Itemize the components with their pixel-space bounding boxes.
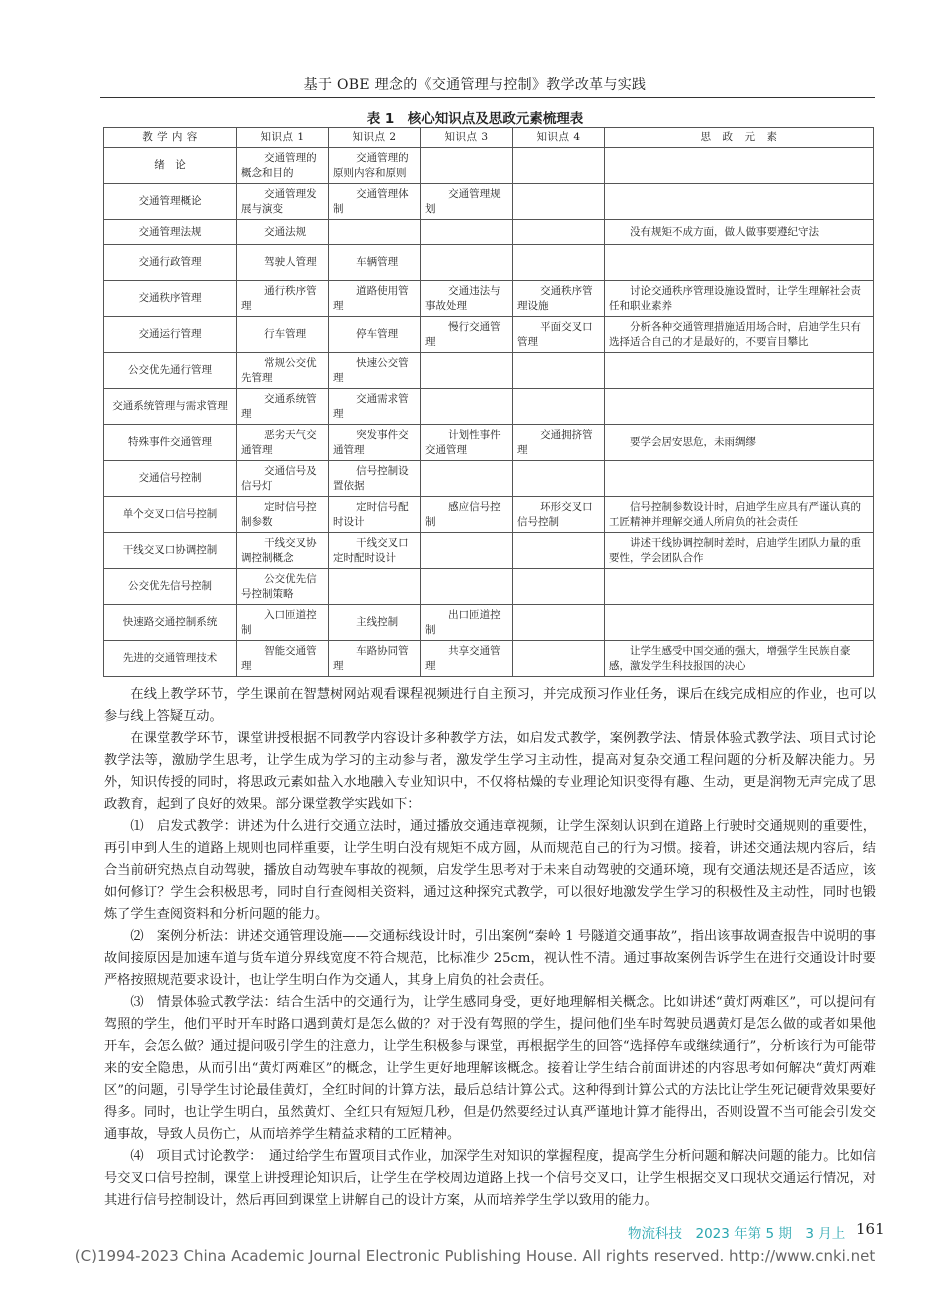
table-cell-k3: 交通违法与事故处理 bbox=[421, 281, 513, 317]
table-cell-k1: 通行秩序管理 bbox=[237, 281, 329, 317]
table-row bbox=[104, 281, 874, 317]
table-cell-k3 bbox=[421, 533, 513, 569]
table-cell-k1: 交通信号及信号灯 bbox=[237, 461, 329, 497]
column-header: 知识点 2 bbox=[329, 128, 421, 148]
body-paragraph: ⑶ 情景体验式教学法：结合生活中的交通行为，让学生感同身受，更好地理解相关概念。比如讲述“黄灯两难区”，可以提问有驾照的学生，他们平时开车时路口遇到黄灯是怎么做的？对于没有驾照的学生，提问他们坐车时驾驶员遇黄灯是怎么做的或者如果他开车，会怎么做？通过提问吸引学生的注意力，让学生积极参与课堂，再根据学生的回答“选择停车或继续通行”，分析该行为可能带来的安全隐患，从而引出“黄灯两难区”的概念，让学生更好地理解该概念。接着让学生结合前面讲述的内容思考如何解决“黄灯两难区”的问题，引导学生讨论最佳黄灯，全红时间的计算方法，最后总结计算公式。这种得到计算公式的方法比让学生死记硬背效果要好得多。同时，也让学生明白，虽然黄灯、全红只有短短几秒，但是仍然要经过认真严谨地计算才能得出，否则设置不当可能会引发交通事故，导致人员伤亡，从而培养学生精益求精的工匠精神。 bbox=[104, 995, 876, 1142]
table-cell-k4: 环形交叉口信号控制 bbox=[513, 497, 605, 533]
table-cell-k3 bbox=[421, 353, 513, 389]
table-cell-k4 bbox=[513, 641, 605, 677]
running-title: 基于 OBE 理念的《交通管理与控制》教学改革与实践 bbox=[303, 77, 647, 93]
table-cell-k3: 共享交通管理 bbox=[421, 641, 513, 677]
table-cell-k4 bbox=[513, 148, 605, 184]
table-cell-k2 bbox=[329, 220, 421, 245]
table-cell-k3: 交通管理规划 bbox=[421, 184, 513, 220]
table-cell-k4 bbox=[513, 353, 605, 389]
body-paragraph: 在课堂教学环节，课堂讲授根据不同教学内容设计多种教学方法，如启发式教学，案例教学法、情景体验式教学法、项目式讨论教学法等，激励学生思考，让学生成为学习的主动参与者，激发学生学习主动性，提高对复杂交通工程问题的分析及解决能力。另外，知识传授的同时，将思政元素如盐入水地融入专业知识中，不仅将枯燥的专业理论知识变得有趣、生动，更是润物无声完成了思政教育，起到了良好的效果。部分课堂教学实践如下： bbox=[104, 731, 876, 812]
journal-footer: 物流科技 2023 年第 5 期 3 月上 bbox=[628, 1226, 846, 1242]
table-cell-k1: 恶劣天气交通管理 bbox=[237, 425, 329, 461]
table-cell-k4 bbox=[513, 389, 605, 425]
table-cell-k1: 智能交通管理 bbox=[237, 641, 329, 677]
table-cell-sz bbox=[605, 353, 874, 389]
column-header: 思 政 元 素 bbox=[605, 128, 874, 148]
table-cell-k4: 平面交叉口管理 bbox=[513, 317, 605, 353]
table-row bbox=[104, 605, 874, 641]
table-cell-topic: 交通信号控制 bbox=[104, 461, 237, 497]
table-cell-k2: 主线控制 bbox=[329, 605, 421, 641]
table-cell-topic: 公交优先通行管理 bbox=[104, 353, 237, 389]
copyright-line: (C)1994-2023 China Academic Journal Electronic Publishing House. All rights reserved. http://www.cnki.net bbox=[74, 1247, 876, 1265]
table-cell-sz bbox=[605, 605, 874, 641]
table-cell-sz bbox=[605, 148, 874, 184]
table-cell-k2: 车辆管理 bbox=[329, 245, 421, 281]
table-cell-topic: 单个交叉口信号控制 bbox=[104, 497, 237, 533]
page-number: 161 bbox=[856, 1220, 885, 1238]
table-cell-k2: 干线交叉口定时配时设计 bbox=[329, 533, 421, 569]
table-cell-k2 bbox=[329, 569, 421, 605]
table-cell-sz: 让学生感受中国交通的强大，增强学生民族自豪感，激发学生科技报国的决心 bbox=[605, 641, 874, 677]
table-cell-k2: 定时信号配时设计 bbox=[329, 497, 421, 533]
table-row bbox=[104, 641, 874, 677]
table-cell-sz: 讲述干线协调控制时差时，启迪学生团队力量的重要性，学会团队合作 bbox=[605, 533, 874, 569]
table-cell-topic: 交通系统管理与需求管理 bbox=[104, 389, 237, 425]
table-cell-k2: 突发事件交通管理 bbox=[329, 425, 421, 461]
table-cell-topic: 交通运行管理 bbox=[104, 317, 237, 353]
table-caption: 表 1 核心知识点及思政元素梳理表 bbox=[366, 111, 584, 127]
table-cell-topic: 快速路交通控制系统 bbox=[104, 605, 237, 641]
table-cell-sz bbox=[605, 569, 874, 605]
table-cell-k1: 定时信号控制参数 bbox=[237, 497, 329, 533]
table-row bbox=[104, 245, 874, 281]
table-cell-sz bbox=[605, 461, 874, 497]
table-cell-k4 bbox=[513, 220, 605, 245]
table-cell-k3 bbox=[421, 220, 513, 245]
table-cell-topic: 绪 论 bbox=[104, 148, 237, 184]
body-paragraph: ⑴ 启发式教学：讲述为什么进行交通立法时，通过播放交通违章视频，让学生深刻认识到在道路上行驶时交通规则的重要性，再引申到人生的道路上规则也同样重要，让学生明白没有规矩不成方圆，从而规范自己的行为习惯。接着，讲述交通法规内容后，结合当前研究热点自动驾驶，播放自动驾驶车事故的视频，启发学生思考对于未来自动驾驶的交通环境，现有交通法规还是否适应，该如何修订？学生会积极思考，同时自行查阅相关资料，通过这种探究式教学，可以很好地激发学生学习的积极性及主动性，同时也锻炼了学生查阅资料和分析问题的能力。 bbox=[104, 819, 876, 922]
table-cell-k2: 快速公交管理 bbox=[329, 353, 421, 389]
table-cell-k4 bbox=[513, 245, 605, 281]
table-cell-sz: 要学会居安思危，未雨绸缪 bbox=[605, 425, 874, 461]
table-cell-topic: 交通管理法规 bbox=[104, 220, 237, 245]
body-paragraph: ⑵ 案例分析法：讲述交通管理设施——交通标线设计时，引出案例“秦岭 1 号隧道交通事故”，指出该事故调查报告中说明的事故间接原因是加速车道与货车道分界线宽度不符合规范，比标准少 25cm，视认性不清。通过事故案例告诉学生在进行交通设计时要严格按照规范要求设计，也让学生明白作为交通人，其身上肩负的社会责任。 bbox=[104, 929, 876, 988]
table-cell-k3: 慢行交通管理 bbox=[421, 317, 513, 353]
table-cell-sz: 讨论交通秩序管理设施设置时，让学生理解社会责任和职业素养 bbox=[605, 281, 874, 317]
table-row bbox=[104, 425, 874, 461]
body-text bbox=[104, 684, 876, 1212]
table-row bbox=[104, 461, 874, 497]
table-cell-k4: 交通秩序管理设施 bbox=[513, 281, 605, 317]
table-cell-k3 bbox=[421, 569, 513, 605]
table-cell-k3: 计划性事件交通管理 bbox=[421, 425, 513, 461]
column-header: 知识点 4 bbox=[513, 128, 605, 148]
header-rule bbox=[100, 97, 875, 98]
table-cell-k2: 信号控制设置依据 bbox=[329, 461, 421, 497]
table-row bbox=[104, 569, 874, 605]
table-cell-k1: 行车管理 bbox=[237, 317, 329, 353]
table-cell-k1: 干线交叉协调控制概念 bbox=[237, 533, 329, 569]
table-row bbox=[104, 220, 874, 245]
table-cell-k1: 入口匝道控制 bbox=[237, 605, 329, 641]
table-cell-sz: 分析各种交通管理措施适用场合时，启迪学生只有选择适合自己的才是最好的，不要盲目攀比 bbox=[605, 317, 874, 353]
table-cell-sz: 没有规矩不成方面，做人做事要遵纪守法 bbox=[605, 220, 874, 245]
table-row bbox=[104, 353, 874, 389]
table-cell-k4 bbox=[513, 569, 605, 605]
table-row bbox=[104, 148, 874, 184]
table-cell-k2: 停车管理 bbox=[329, 317, 421, 353]
table-cell-k2: 交通需求管理 bbox=[329, 389, 421, 425]
table-row bbox=[104, 317, 874, 353]
body-paragraph: 在线上教学环节，学生课前在智慧树网站观看课程视频进行自主预习，并完成预习作业任务，课后在线完成相应的作业，也可以参与线上答疑互动。 bbox=[104, 687, 876, 724]
table-cell-k3 bbox=[421, 245, 513, 281]
table-cell-k1: 驾驶人管理 bbox=[237, 245, 329, 281]
table-cell-k4: 交通拥挤管理 bbox=[513, 425, 605, 461]
table-cell-k1: 公交优先信号控制策略 bbox=[237, 569, 329, 605]
table-row bbox=[104, 497, 874, 533]
column-header: 知识点 1 bbox=[237, 128, 329, 148]
column-header: 教 学 内 容 bbox=[104, 128, 237, 148]
table-cell-sz bbox=[605, 184, 874, 220]
knowledge-table bbox=[103, 127, 874, 677]
table-cell-k3: 感应信号控制 bbox=[421, 497, 513, 533]
table-cell-k3: 出口匝道控制 bbox=[421, 605, 513, 641]
table-cell-topic: 干线交叉口协调控制 bbox=[104, 533, 237, 569]
table-cell-k3 bbox=[421, 461, 513, 497]
table-cell-topic: 交通秩序管理 bbox=[104, 281, 237, 317]
column-header: 知识点 3 bbox=[421, 128, 513, 148]
table-cell-topic: 交通行政管理 bbox=[104, 245, 237, 281]
table-cell-topic: 先进的交通管理技术 bbox=[104, 641, 237, 677]
table-cell-k4 bbox=[513, 605, 605, 641]
table-cell-k1: 常规公交优先管理 bbox=[237, 353, 329, 389]
table-cell-sz bbox=[605, 245, 874, 281]
table-cell-k1: 交通法规 bbox=[237, 220, 329, 245]
table-cell-topic: 交通管理概论 bbox=[104, 184, 237, 220]
table-cell-k2: 车路协同管理 bbox=[329, 641, 421, 677]
table-cell-k1: 交通管理的概念和目的 bbox=[237, 148, 329, 184]
table-cell-k4 bbox=[513, 461, 605, 497]
table-cell-topic: 公交优先信号控制 bbox=[104, 569, 237, 605]
table-row bbox=[104, 389, 874, 425]
table-cell-topic: 特殊事件交通管理 bbox=[104, 425, 237, 461]
body-paragraph: ⑷ 项目式讨论教学： 通过给学生布置项目式作业，加深学生对知识的掌握程度，提高学生分析问题和解决问题的能力。比如信号交叉口信号控制，课堂上讲授理论知识后，让学生在学校周边道路上找一个信号交叉口，让学生根据交叉口现状交通运行情况，对其进行信号控制设计，然后再回到课堂上讲解自己的设计方案，从而培养学生学以致用的能力。 bbox=[104, 1149, 876, 1208]
table-cell-k2: 交通管理体制 bbox=[329, 184, 421, 220]
table-row bbox=[104, 533, 874, 569]
table-cell-k4 bbox=[513, 533, 605, 569]
table-cell-k3 bbox=[421, 148, 513, 184]
table-cell-k2: 交通管理的原则内容和原则 bbox=[329, 148, 421, 184]
table-row bbox=[104, 184, 874, 220]
table-cell-k1: 交通系统管理 bbox=[237, 389, 329, 425]
table-cell-k3 bbox=[421, 389, 513, 425]
table-cell-sz: 信号控制参数设计时，启迪学生应具有严谨认真的工匠精神并理解交通人所肩负的社会责任 bbox=[605, 497, 874, 533]
table-cell-k1: 交通管理发展与演变 bbox=[237, 184, 329, 220]
table-header-row bbox=[104, 128, 874, 148]
table-cell-k2: 道路使用管理 bbox=[329, 281, 421, 317]
table-cell-sz bbox=[605, 389, 874, 425]
table-cell-k4 bbox=[513, 184, 605, 220]
